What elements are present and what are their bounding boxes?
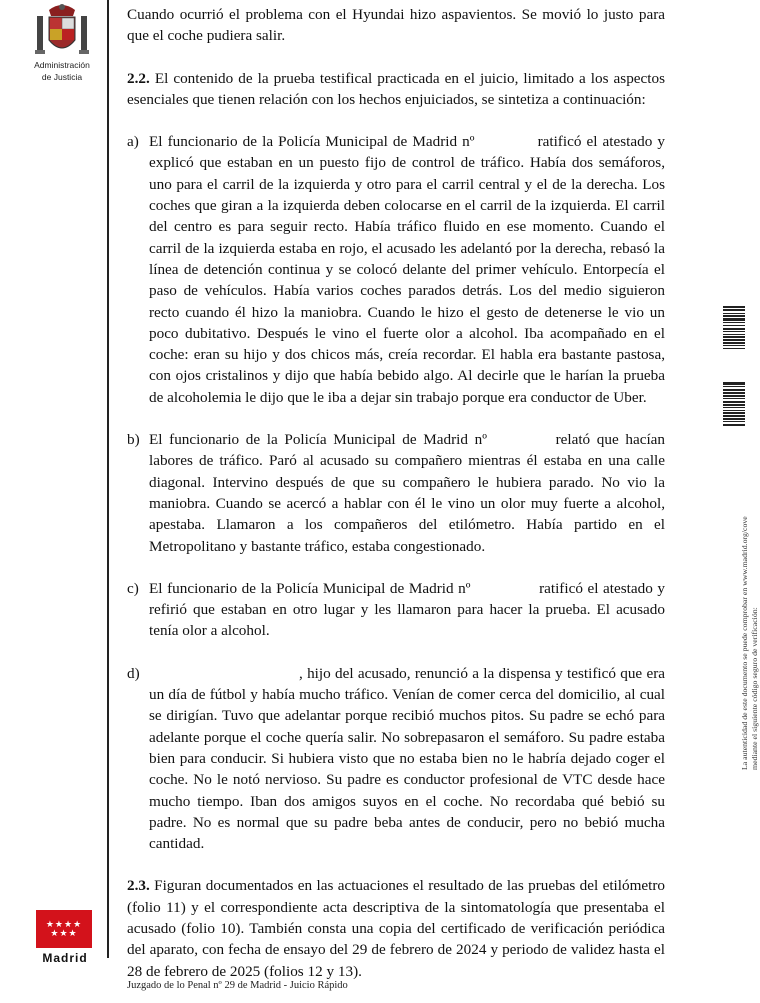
- verification-line-1: La autenticidad de este documento se puede comprobar en www.madrid.org/cove: [740, 516, 749, 770]
- madrid-flag-icon: [36, 910, 92, 948]
- stars-icon: ★★★★ ★★★: [45, 919, 83, 938]
- document-body: [127, 4, 665, 1003]
- verification-line-2: mediante el siguiente código seguro de verificación:: [750, 607, 759, 770]
- testimony-item-d: [127, 663, 665, 855]
- verification-notice: [740, 516, 760, 770]
- item-body: [149, 663, 665, 855]
- margin-rule: [107, 0, 109, 958]
- item-body: [149, 429, 665, 557]
- section-text: El contenido de la prueba testifical practicada en el juicio, limitado a los aspectos esenciales que tienen relación con los hechos enjuiciados, se sintetiza a continuación:: [127, 69, 665, 108]
- section-2-3: [127, 875, 665, 981]
- testimony-item-a: [127, 131, 665, 408]
- item-body: [149, 131, 665, 408]
- page-footer: Juzgado de lo Penal nº 29 de Madrid - Juicio Rápido: [127, 980, 348, 991]
- barcode-icon: [723, 382, 745, 427]
- testimony-item-b: [127, 429, 665, 557]
- comunidad-madrid-logo: [36, 910, 94, 965]
- spain-coat-of-arms-icon: [33, 2, 91, 58]
- section-text: Figuran documentados en las actuaciones el resultado de las pruebas del etilómetro (folio 11) y el correspondiente acta descriptiva de la sintomatología que presentaba el acusado (folio 10). También consta una copia del certificado de verificación periódica del aparato, con fecha de ensayo del 29 de febrero de 2024 y periodo de validez hasta el 28 de febrero de 2025 (folios 12 y 13).: [127, 877, 666, 980]
- section-2-2: [127, 68, 665, 111]
- item-label: a): [127, 133, 139, 151]
- item-text-before: El funcionario de la Policía Municipal de Madrid nº: [149, 579, 471, 597]
- item-text-before: El funcionario de la Policía Municipal de Madrid nº: [149, 133, 475, 151]
- item-text-after: , hijo del acusado, renunció a la dispensa y testificó que era un día de fútbol y había mucho tráfico. Venían de comer cerca del domicilio, al cual se dirigían. Tuvo que adelantar porque recibió muchos pitos. Su padre se echó para adelante porque el coche quería salir. No sobrepasaron el semáforo. Su padre estaba bien para conducir. Si hubiera visto que no estaba bien no le habría dejado coger el coche. No le notó nervioso. Su padre es conductor profesional de VTC desde hace mucho tiempo. Iban dos amigos suyos en el coche. No recordaba qué bebió su padre. No es normal que su padre beba antes de conducir, pero no bebió mucha cantidad.: [149, 664, 665, 853]
- logo-caption-line2: de Justicia: [41, 72, 83, 82]
- item-body: [149, 578, 665, 642]
- section-number: 2.3.: [127, 877, 150, 895]
- item-text-before: El funcionario de la Policía Municipal de Madrid nº: [149, 431, 487, 449]
- item-label: d): [127, 664, 140, 682]
- testimony-item-c: [127, 578, 665, 642]
- justice-administration-logo: [20, 2, 104, 82]
- intro-paragraph: Cuando ocurrió el problema con el Hyundai hizo aspavientos. Se movió lo justo para que el coche pudiera salir.: [127, 6, 665, 45]
- logo-caption-line1: Administración: [34, 60, 90, 70]
- item-text-after: ratificó el atestado y refirió que estaban en otro lugar y les llamaron para hacer la prueba. El acusado tenía olor a alcohol.: [149, 579, 665, 640]
- item-label: b): [127, 431, 140, 449]
- section-number: 2.2.: [127, 69, 150, 87]
- barcode-icon: [723, 306, 745, 350]
- item-label: c): [127, 579, 139, 597]
- item-text-after: relató que hacían labores de tráfico. Paró al acusado su compañero mientras él estaba en una calle diagonal. Intervino después de que su compañero le hubiera parado. No vio la maniobra. Cuando se acercó a hablar con él le vino un olor muy fuerte a alcohol, apestaba. Llamaron a los compañeros del etilómetro. Había partido en el Metropolitano y bastante tráfico, estaba congestionado.: [149, 431, 665, 555]
- item-text-after: ratificó el atestado y explicó que estaban en un puesto fijo de control de tráfico. Había dos semáforos, uno para el carril de la izquierda y otro para el carril central y el de la derecha. Los coches que giran a la izquierda deben colocarse en el carril de la izquierda. El carril del centro es para seguir recto. Había tráfico fluido en ese momento. Cuando el carril de la izquierda estaba en rojo, el acusado les adelantó por la derecha, rebasó la línea de detención continua y se colocó delante del primer vehículo. Entorpecía el paso de vehículos. Había varios coches parados detrás. Los del medio siguieron recto cuando él hizo la maniobra. Cuando le hizo el gesto de detenerse le vio un poco dubitativo. Después le vino el fuerte olor a alcohol. Iba acompañado en el coche: eran su hijo y dos chicos más, creía recordar. El habla era bastante pastosa, con ojos cristalinos y dijo que había bebido algo. Al decirle que le harían la prueba de alcoholemia le dijo que le iba a dejar sin trabajo porque era conductor de Uber.: [149, 133, 665, 406]
- madrid-label: Madrid: [42, 951, 88, 965]
